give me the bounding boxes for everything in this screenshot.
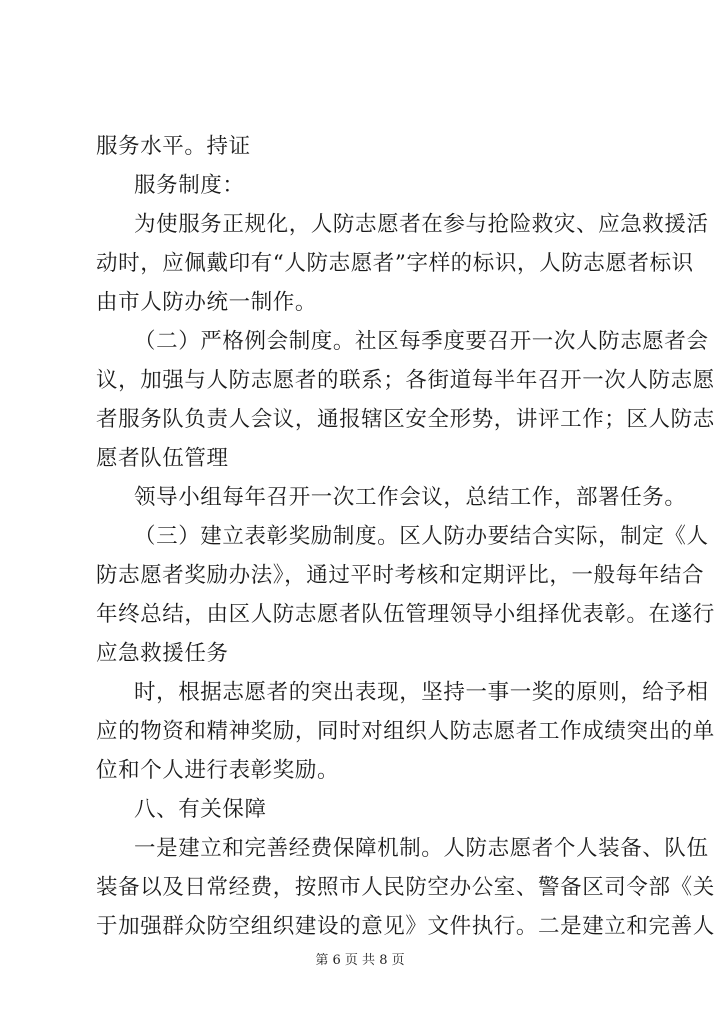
text-line-19: 一是建立和完善经费保障机制。人防志愿者个人装备、队伍 [134,836,709,861]
text-line-6: （二）严格例会制度。社区每季度要召开一次人防志愿者会 [134,329,709,354]
text-line-12: 防志愿者奖励办法》，通过平时考核和定期评比，一般每年结合 [96,563,705,588]
page-number-footer: 第 6 页 共 8 页 [315,953,405,968]
text-line-21: 于加强群众防空组织建设的意见》文件执行。二是建立和完善人 [96,914,715,939]
text-line-20: 装备以及日常经费，按照市人民防空办公室、警备区司令部《关 [96,875,715,900]
text-line-13: 年终总结，由区人防志愿者队伍管理领导小组择优表彰。在遂行 [96,602,715,627]
text-line-1: 服务水平。持证 [96,134,251,159]
text-line-9: 愿者队伍管理 [96,446,229,471]
text-line-10: 领导小组每年召开一次工作会议，总结工作，部署任务。 [134,485,687,510]
text-line-5: 由市人防办统一制作。 [96,290,318,315]
text-line-3: 为使服务正规化，人防志愿者在参与抢险救灾、应急救援活 [134,212,709,237]
text-line-11: （三）建立表彰奖励制度。区人防办要结合实际，制定《人 [134,524,709,549]
text-line-15: 时，根据志愿者的突出表现，坚持一事一奖的原则，给予相 [134,680,709,705]
text-line-2: 服务制度： [134,173,245,198]
text-line-14: 应急救援任务 [96,641,229,666]
text-line-17: 位和个人进行表彰奖励。 [96,758,340,783]
text-line-16: 应的物资和精神奖励，同时对组织人防志愿者工作成绩突出的单 [96,719,715,744]
text-line-8: 者服务队负责人会议，通报辖区安全形势，讲评工作；区人防志 [96,407,715,432]
text-line-4: 动时，应佩戴印有“人防志愿者”字样的标识，人防志愿者标识 [96,251,694,276]
section-heading: 八、有关保障 [134,797,267,822]
text-line-7: 议，加强与人防志愿者的联系；各街道每半年召开一次人防志愿 [96,368,715,393]
